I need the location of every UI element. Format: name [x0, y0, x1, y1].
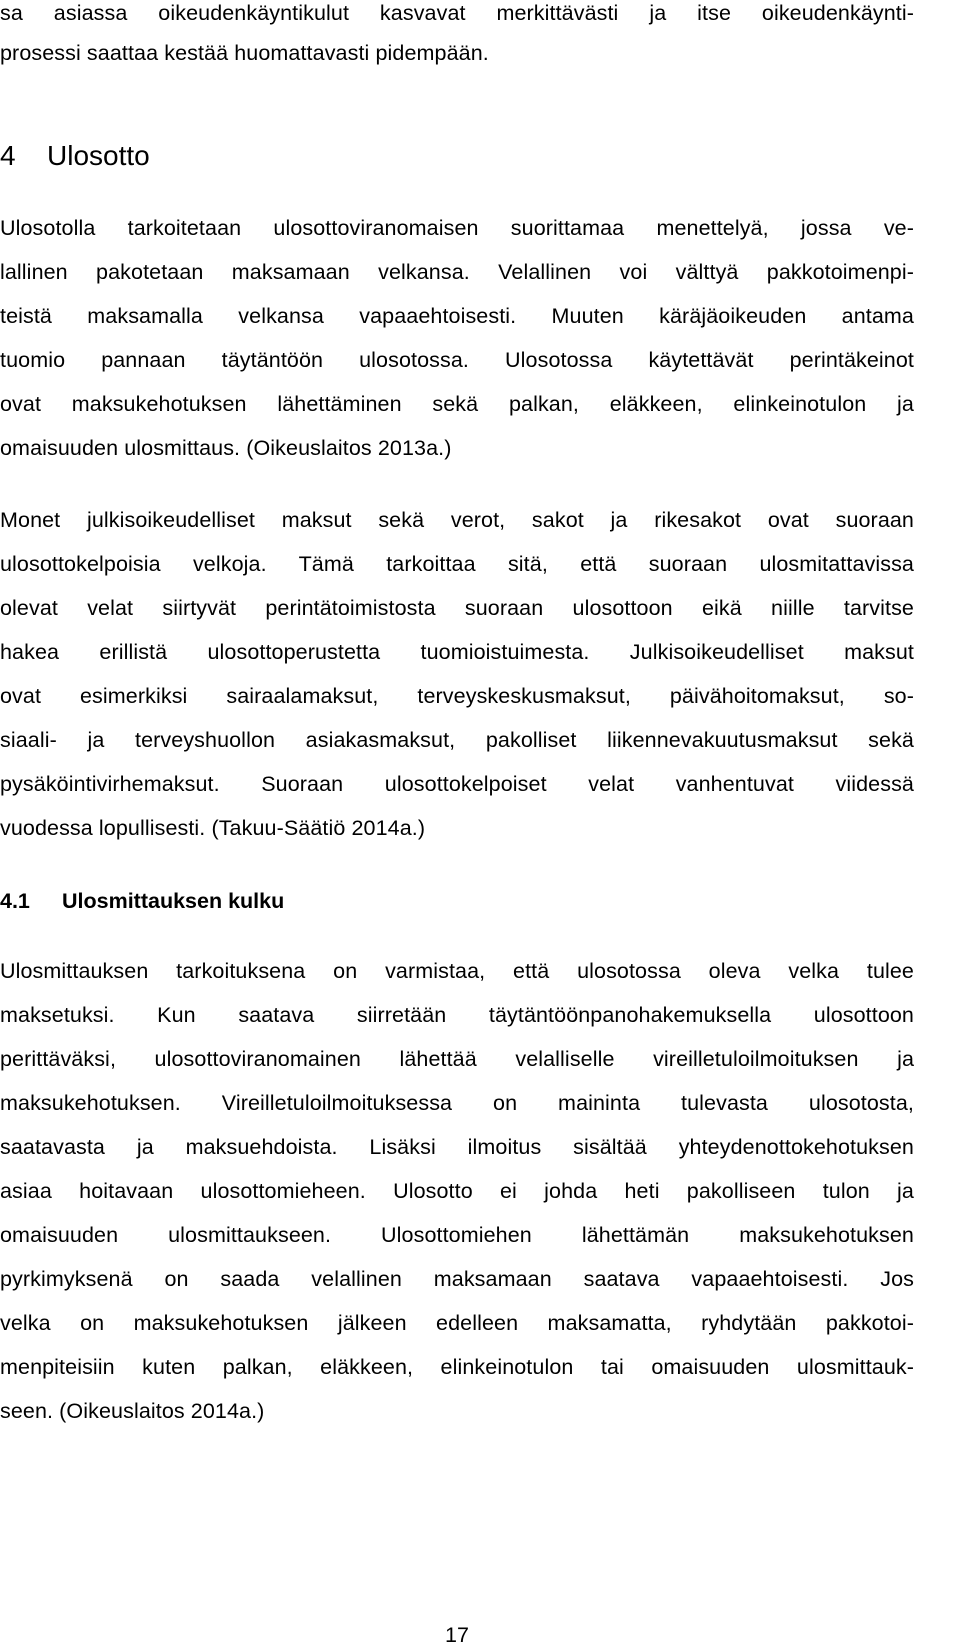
section-number: 4 [0, 140, 16, 171]
text-line: ulosottokelpoisia velkoja. Tämä tarkoittaa sitä, että suoraan ulosmitattavissa [0, 552, 914, 576]
text-line: velka on maksukehotuksen jälkeen edelleen maksamatta, ryhdytään pakkotoi- [0, 1311, 914, 1335]
text-line: asiaa hoitavaan ulosottomieheen. Ulosotto ei johda heti pakolliseen tulon ja [0, 1179, 914, 1203]
text-line: sa asiassa oikeudenkäyntikulut kasvavat merkittävästi ja itse oikeudenkäynti- [0, 1, 914, 25]
text-line: omaisuuden ulosmittaukseen. Ulosottomiehen lähettämän maksukehotuksen [0, 1223, 914, 1247]
text-line: menpiteisiin kuten palkan, eläkkeen, elinkeinotulon tai omaisuuden ulosmittauk- [0, 1355, 914, 1379]
text-line: perittäväksi, ulosottoviranomainen lähettää velalliselle vireilletuloilmoituksen ja [0, 1047, 914, 1071]
text-line: Monet julkisoikeudelliset maksut sekä verot, sakot ja rikesakot ovat suoraan [0, 508, 914, 532]
text-line: pysäköintivirhemaksut. Suoraan ulosottokelpoiset velat vanhentuvat viidessä [0, 772, 914, 796]
text-line: ovat maksukehotuksen lähettäminen sekä palkan, eläkkeen, elinkeinotulon ja [0, 392, 914, 416]
text-line: Ulosmittauksen tarkoituksena on varmistaa, että ulosotossa oleva velka tulee [0, 959, 914, 983]
section-heading [0, 139, 150, 173]
text-line: siaali- ja terveyshuollon asiakasmaksut, pakolliset liikennevakuutusmaksut sekä [0, 728, 914, 752]
text-line: saatavasta ja maksuehdoista. Lisäksi ilmoitus sisältää yhteydenottokehotuksen [0, 1135, 914, 1159]
text-line: vuodessa lopullisesti. (Takuu-Säätiö 2014a.) [0, 816, 426, 840]
text-line: teistä maksamalla velkansa vapaaehtoisesti. Muuten käräjäoikeuden antama [0, 304, 914, 328]
page-number: 17 [445, 1623, 469, 1647]
text-line: seen. (Oikeuslaitos 2014a.) [0, 1399, 265, 1423]
text-line: maksetuksi. Kun saatava siirretään täytäntöönpanohakemuksella ulosottoon [0, 1003, 914, 1027]
subsection-title: Ulosmittauksen kulku [62, 889, 285, 913]
text-line: omaisuuden ulosmittaus. (Oikeuslaitos 2013a.) [0, 436, 452, 460]
text-line: Ulosotolla tarkoitetaan ulosottoviranomaisen suorittamaa menettelyä, jossa ve- [0, 216, 914, 240]
text-line: prosessi saattaa kestää huomattavasti pidempään. [0, 41, 489, 65]
subsection-heading [0, 887, 284, 915]
text-line: hakea erillistä ulosottoperustetta tuomioistuimesta. Julkisoikeudelliset maksut [0, 640, 914, 664]
text-line: olevat velat siirtyvät perintätoimistosta suoraan ulosottoon eikä niille tarvitse [0, 596, 914, 620]
text-line: maksukehotuksen. Vireilletuloilmoituksessa on maininta tulevasta ulosotosta, [0, 1091, 914, 1115]
text-line: pyrkimyksenä on saada velallinen maksamaan saatava vapaaehtoisesti. Jos [0, 1267, 914, 1291]
text-line: lallinen pakotetaan maksamaan velkansa. Velallinen voi välttyä pakkotoimenpi- [0, 260, 914, 284]
section-title: Ulosotto [47, 140, 150, 171]
subsection-number: 4.1 [0, 889, 30, 913]
text-line: ovat esimerkiksi sairaalamaksut, terveyskeskusmaksut, päivähoitomaksut, so- [0, 684, 914, 708]
text-line: tuomio pannaan täytäntöön ulosotossa. Ulosotossa käytettävät perintäkeinot [0, 348, 914, 372]
